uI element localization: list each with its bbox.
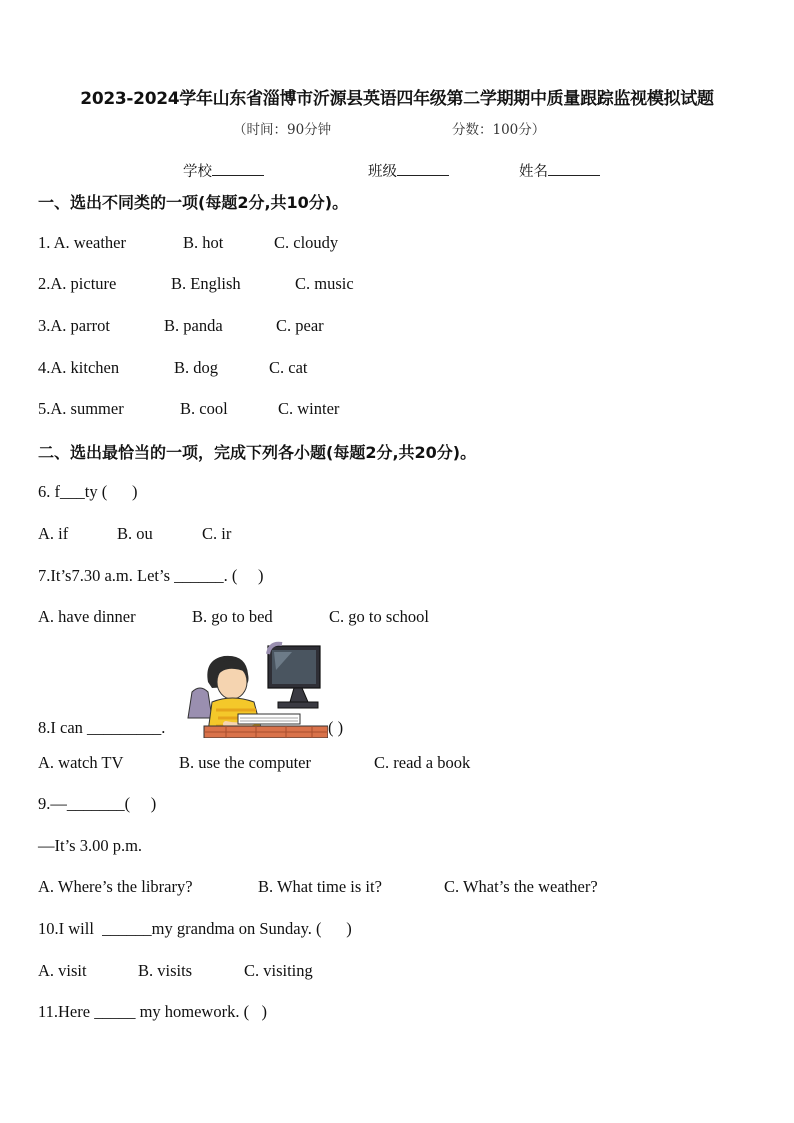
q10-option-a: A. visit <box>38 961 87 980</box>
q7-option-b: B. go to bed <box>192 607 273 626</box>
q2-option-c: C. music <box>295 274 354 293</box>
class-label: 班级 <box>368 164 397 180</box>
q9-option-a: A. Where’s the library? <box>38 877 193 896</box>
q4-option-c: C. cat <box>269 358 308 377</box>
exam-score: 分数：100分） <box>452 122 546 138</box>
q5-option-b: B. cool <box>180 399 228 418</box>
q6-stem: 6. f___ty ( ) <box>38 482 138 501</box>
q2-option-a: 2.A. picture <box>38 274 117 293</box>
school-field <box>183 160 264 181</box>
q10-option-b: B. visits <box>138 961 193 980</box>
q7-option-a: A. have dinner <box>38 607 136 626</box>
q1-option-a: 1. A. weather <box>38 233 126 252</box>
school-blank <box>212 161 264 176</box>
q8-option-a: A. watch TV <box>38 753 124 772</box>
class-field <box>368 160 449 181</box>
q9-stem: 9.—_______( ) <box>38 794 157 813</box>
section1-heading: 一、选出不同类的一项(每题2分,共10分)。 <box>38 193 349 212</box>
school-label: 学校 <box>183 164 212 180</box>
q2-option-b: B. English <box>171 274 241 293</box>
q9-reply: —It’s 3.00 p.m. <box>38 836 143 855</box>
q6-option-c: C. ir <box>202 524 232 543</box>
boy-using-computer-illustration <box>186 640 328 738</box>
q3-option-a: 3.A. parrot <box>38 316 110 335</box>
q8-option-b: B. use the computer <box>179 753 311 772</box>
q7-stem: 7.It’s7.30 a.m. Let’s ______. ( ) <box>38 566 264 585</box>
q10-option-c: C. visiting <box>244 961 313 980</box>
q7-option-c: C. go to school <box>329 607 429 626</box>
q9-option-c: C. What’s the weather? <box>444 877 598 896</box>
q5-option-a: 5.A. summer <box>38 399 124 418</box>
name-field <box>519 160 600 181</box>
section2-heading: 二、选出最恰当的一项，完成下列各小题(每题2分,共20分)。 <box>38 443 477 462</box>
q8-answer-paren: ( ) <box>328 718 344 737</box>
exam-time: （时间：90分钟 <box>233 122 332 138</box>
q6-option-a: A. if <box>38 524 69 543</box>
q3-option-c: C. pear <box>276 316 324 335</box>
q6-option-b: B. ou <box>117 524 153 543</box>
class-blank <box>397 161 449 176</box>
q8-stem: 8.I can _________. <box>38 718 166 737</box>
name-blank <box>548 161 600 176</box>
q10-stem: 10.I will ______my grandma on Sunday. ( ) <box>38 919 352 938</box>
q3-option-b: B. panda <box>164 316 223 335</box>
q11-stem: 11.Here _____ my homework. ( ) <box>38 1002 267 1021</box>
q8-option-c: C. read a book <box>374 753 471 772</box>
name-label: 姓名 <box>519 164 548 180</box>
q4-option-a: 4.A. kitchen <box>38 358 120 377</box>
q5-option-c: C. winter <box>278 399 340 418</box>
exam-title: 2023-2024学年山东省淄博市沂源县英语四年级第二学期期中质量跟踪监视模拟试题 <box>80 89 714 109</box>
q1-option-c: C. cloudy <box>274 233 339 252</box>
q4-option-b: B. dog <box>174 358 219 377</box>
q9-option-b: B. What time is it? <box>258 877 382 896</box>
q1-option-b: B. hot <box>183 233 224 252</box>
